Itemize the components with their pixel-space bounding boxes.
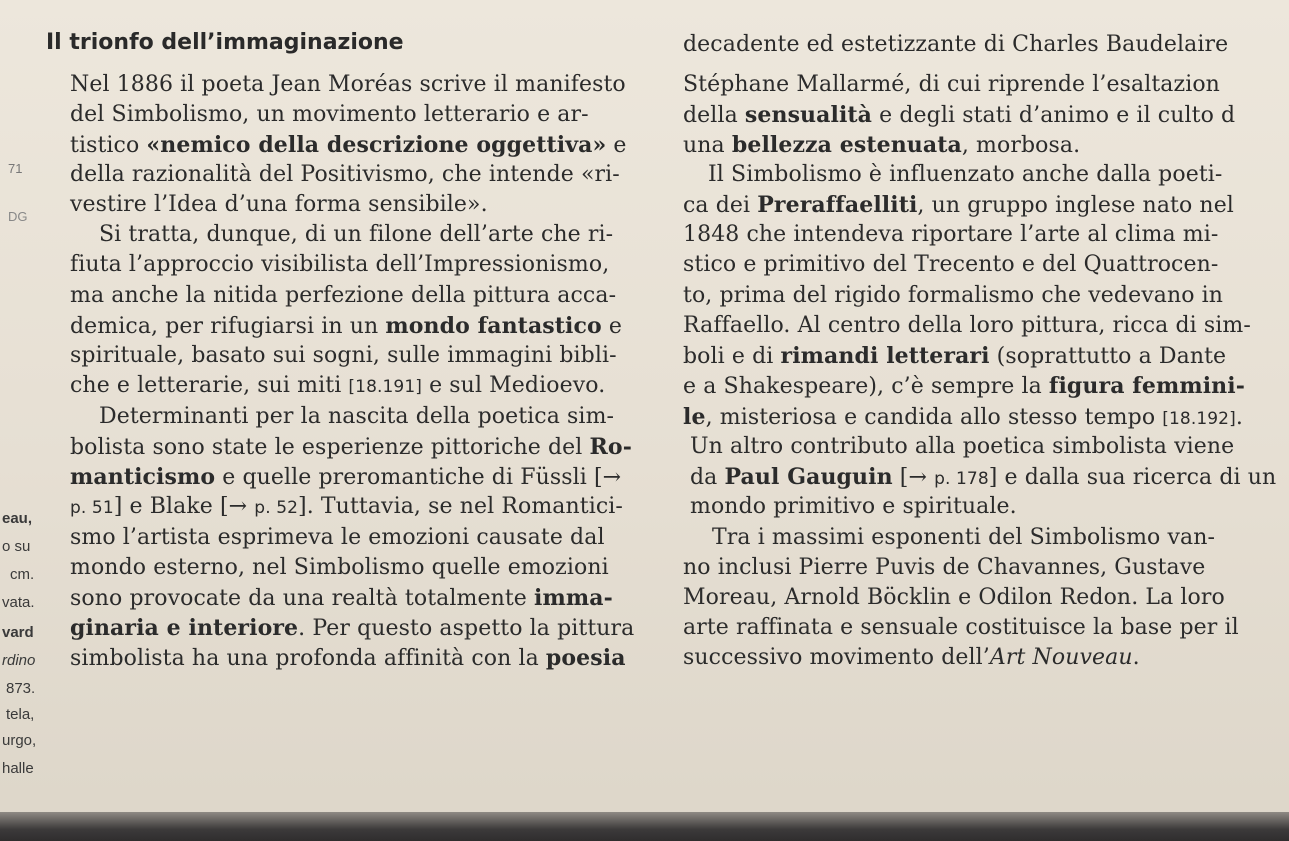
- bold-text-run: Ro-: [589, 434, 632, 460]
- left-column-text-line: [70, 464, 621, 491]
- italic-text-run: Art Nouveau: [989, 645, 1133, 670]
- left-column-text-line: [70, 102, 589, 128]
- text-run: Raffaello. Al centro della loro pittura, ricca di sim-: [683, 313, 1251, 338]
- left-column-text-line: [70, 283, 616, 309]
- text-run: ma anche la nitida perfezione della pittura acca-: [70, 283, 617, 308]
- bold-text-run: Paul Gauguin: [724, 464, 893, 490]
- right-column-text-line: [712, 525, 1215, 551]
- text-run: [→: [892, 465, 935, 490]
- margin-fragment: halle: [2, 760, 34, 777]
- text-run: smo l’artista esprimeva le emozioni causate dal: [70, 525, 605, 550]
- text-run: tistico: [70, 133, 147, 158]
- bold-text-run: mondo fantastico: [385, 313, 602, 339]
- left-column-text-line: [70, 313, 622, 340]
- right-column-text-line: [683, 404, 1243, 432]
- left-column-text-line: [99, 404, 614, 430]
- left-column-text-line: [70, 192, 488, 218]
- right-column-text-line: [683, 192, 1234, 219]
- text-run: e quelle preromantiche di Füssli [→: [215, 465, 622, 490]
- cross-reference: p. 51: [70, 498, 114, 518]
- right-column-text-line: [683, 32, 1228, 58]
- text-run: , morbosa.: [961, 133, 1081, 158]
- left-column-text-line: [70, 252, 609, 278]
- margin-fragment: urgo,: [2, 732, 37, 749]
- right-column-text-line: [683, 373, 1245, 400]
- left-column-text-line: [70, 373, 605, 400]
- right-column-text-line: [683, 252, 1218, 278]
- text-run: una: [683, 133, 732, 158]
- text-run: da: [690, 465, 725, 490]
- left-column-text-line: [70, 615, 634, 642]
- right-column-text-line: [690, 434, 1234, 460]
- right-column-text-line: [708, 162, 1222, 188]
- text-run: e degli stati d’animo e il culto d: [872, 103, 1236, 128]
- bold-text-run: sensualità: [744, 102, 873, 128]
- text-run: .: [1132, 645, 1140, 670]
- text-run: Si tratta, dunque, di un filone dell’arte che ri-: [99, 222, 614, 247]
- text-run: e: [601, 314, 622, 339]
- text-run: Determinanti per la nascita della poetica sim-: [99, 404, 615, 429]
- bold-text-run: bellezza estenuata: [731, 132, 962, 158]
- right-column-text-line: [683, 72, 1220, 98]
- left-column-text-line: [70, 525, 605, 551]
- text-run: Moreau, Arnold Böcklin e Odilon Redon. La loro: [683, 585, 1225, 610]
- margin-fragment: eau,: [2, 510, 33, 527]
- right-column-text-line: [683, 132, 1080, 159]
- text-run: spirituale, basato sui sogni, sulle immagini bibli-: [70, 343, 617, 368]
- bold-text-run: imma-: [534, 585, 613, 611]
- text-run: boli e di: [683, 344, 781, 369]
- text-run: mondo primitivo e spirituale.: [690, 494, 1017, 519]
- text-run: ] e dalla sua ricerca di un: [988, 465, 1277, 490]
- text-run: to, prima del rigido formalismo che vedevano in: [683, 283, 1224, 308]
- margin-fragment: o su: [2, 538, 31, 555]
- text-run: del Simbolismo, un movimento letterario e ar-: [70, 102, 589, 127]
- right-column-text-line: [683, 283, 1223, 309]
- text-run: che e letterarie, sui miti: [70, 373, 349, 398]
- left-column-text-line: [70, 343, 617, 369]
- cross-reference: [18.191]: [348, 377, 422, 397]
- text-run: , un gruppo inglese nato nel: [917, 193, 1234, 218]
- bold-text-run: «nemico della descrizione oggettiva»: [146, 132, 607, 158]
- text-run: simbolista ha una profonda affinità con la: [70, 646, 546, 671]
- text-run: fiuta l’approccio visibilista dell’Impressionismo,: [70, 252, 610, 277]
- bold-text-run: poesia: [545, 645, 626, 671]
- text-run: Il Simbolismo è influenzato anche dalla poeti-: [708, 162, 1223, 187]
- text-run: demica, per rifugiarsi in un: [70, 314, 386, 339]
- margin-mark-71: 71: [8, 161, 23, 176]
- left-column-text-line: [70, 645, 626, 672]
- bottom-shadow: [0, 812, 1289, 841]
- right-column-text-line: [683, 102, 1235, 129]
- left-column-text-line: [70, 494, 623, 521]
- left-column-text-line: [70, 72, 626, 98]
- text-run: Tra i massimi esponenti del Simbolismo van-: [712, 525, 1216, 550]
- text-run: arte raffinata e sensuale costituisce la base per il: [683, 615, 1239, 640]
- text-run: bolista sono state le esperienze pittoriche del: [70, 435, 590, 460]
- margin-fragment: 873.: [6, 680, 36, 697]
- section-title: Il trionfo dell’immaginazione: [46, 30, 404, 55]
- text-run: decadente ed estetizzante di Charles Baudelaire: [683, 32, 1229, 57]
- right-column-text-line: [690, 464, 1276, 492]
- margin-fragment: vard: [2, 624, 34, 641]
- margin-fragment: rdino: [2, 652, 36, 669]
- text-run: . Per questo aspetto la pittura: [298, 616, 635, 641]
- right-column-text-line: [683, 645, 1140, 671]
- text-run: Stéphane Mallarmé, di cui riprende l’esaltazion: [683, 72, 1220, 97]
- text-run: (soprattutto a Dante: [989, 344, 1227, 369]
- text-run: sono provocate da una realtà totalmente: [70, 586, 535, 611]
- cross-reference: [18.192]: [1162, 409, 1236, 429]
- cross-reference: p. 178: [934, 469, 989, 489]
- left-column-text-line: [70, 555, 609, 581]
- bold-text-run: le: [683, 404, 706, 430]
- bold-text-run: manticismo: [70, 464, 216, 490]
- text-run: della: [683, 103, 745, 128]
- margin-fragment: cm.: [10, 566, 35, 583]
- text-run: ca dei: [683, 193, 758, 218]
- text-run: ]. Tuttavia, se nel Romantici-: [298, 494, 623, 519]
- bold-text-run: rimandi letterari: [780, 343, 990, 369]
- bold-text-run: ginaria e interiore: [70, 615, 299, 641]
- text-run: Nel 1886 il poeta Jean Moréas scrive il manifesto: [70, 72, 626, 97]
- text-run: mondo esterno, nel Simbolismo quelle emozioni: [70, 555, 609, 580]
- left-column-text-line: [70, 132, 627, 159]
- cross-reference: p. 52: [254, 498, 299, 518]
- right-column-text-line: [683, 585, 1225, 611]
- bold-text-run: figura femmini-: [1048, 373, 1245, 399]
- text-run: della razionalità del Positivismo, che intende «ri-: [70, 162, 620, 187]
- text-run: ] e Blake [→: [113, 494, 255, 519]
- right-column-text-line: [683, 313, 1251, 339]
- left-column-text-line: [70, 585, 613, 612]
- text-run: e sul Medioevo.: [421, 373, 606, 398]
- right-column-text-line: [683, 615, 1239, 641]
- margin-fragment: tela,: [6, 706, 35, 723]
- text-run: e: [606, 133, 627, 158]
- bold-text-run: Preraffaelliti: [757, 192, 918, 218]
- margin-mark-dg: DG: [8, 209, 28, 224]
- text-run: 1848 che intendeva riportare l’arte al clima mi-: [683, 222, 1219, 247]
- right-column-text-line: [690, 494, 1017, 520]
- text-run: vestire l’Idea d’una forma sensibile».: [70, 192, 488, 217]
- right-column-text-line: [683, 222, 1218, 248]
- left-column-text-line: [99, 222, 613, 248]
- text-run: e a Shakespeare), c’è sempre la: [683, 374, 1049, 399]
- text-run: no inclusi Pierre Puvis de Chavannes, Gustave: [683, 555, 1206, 580]
- margin-fragment: vata.: [2, 594, 35, 611]
- text-run: , misteriosa e candida allo stesso tempo: [705, 405, 1163, 430]
- right-column-text-line: [683, 555, 1205, 581]
- left-column-text-line: [70, 434, 632, 461]
- text-run: Un altro contributo alla poetica simbolista viene: [690, 434, 1235, 459]
- text-run: .: [1235, 405, 1243, 430]
- text-run: successivo movimento dell’: [683, 645, 990, 670]
- text-run: stico e primitivo del Trecento e del Quattrocen-: [683, 252, 1219, 277]
- left-column-text-line: [70, 162, 620, 188]
- right-column-text-line: [683, 343, 1226, 370]
